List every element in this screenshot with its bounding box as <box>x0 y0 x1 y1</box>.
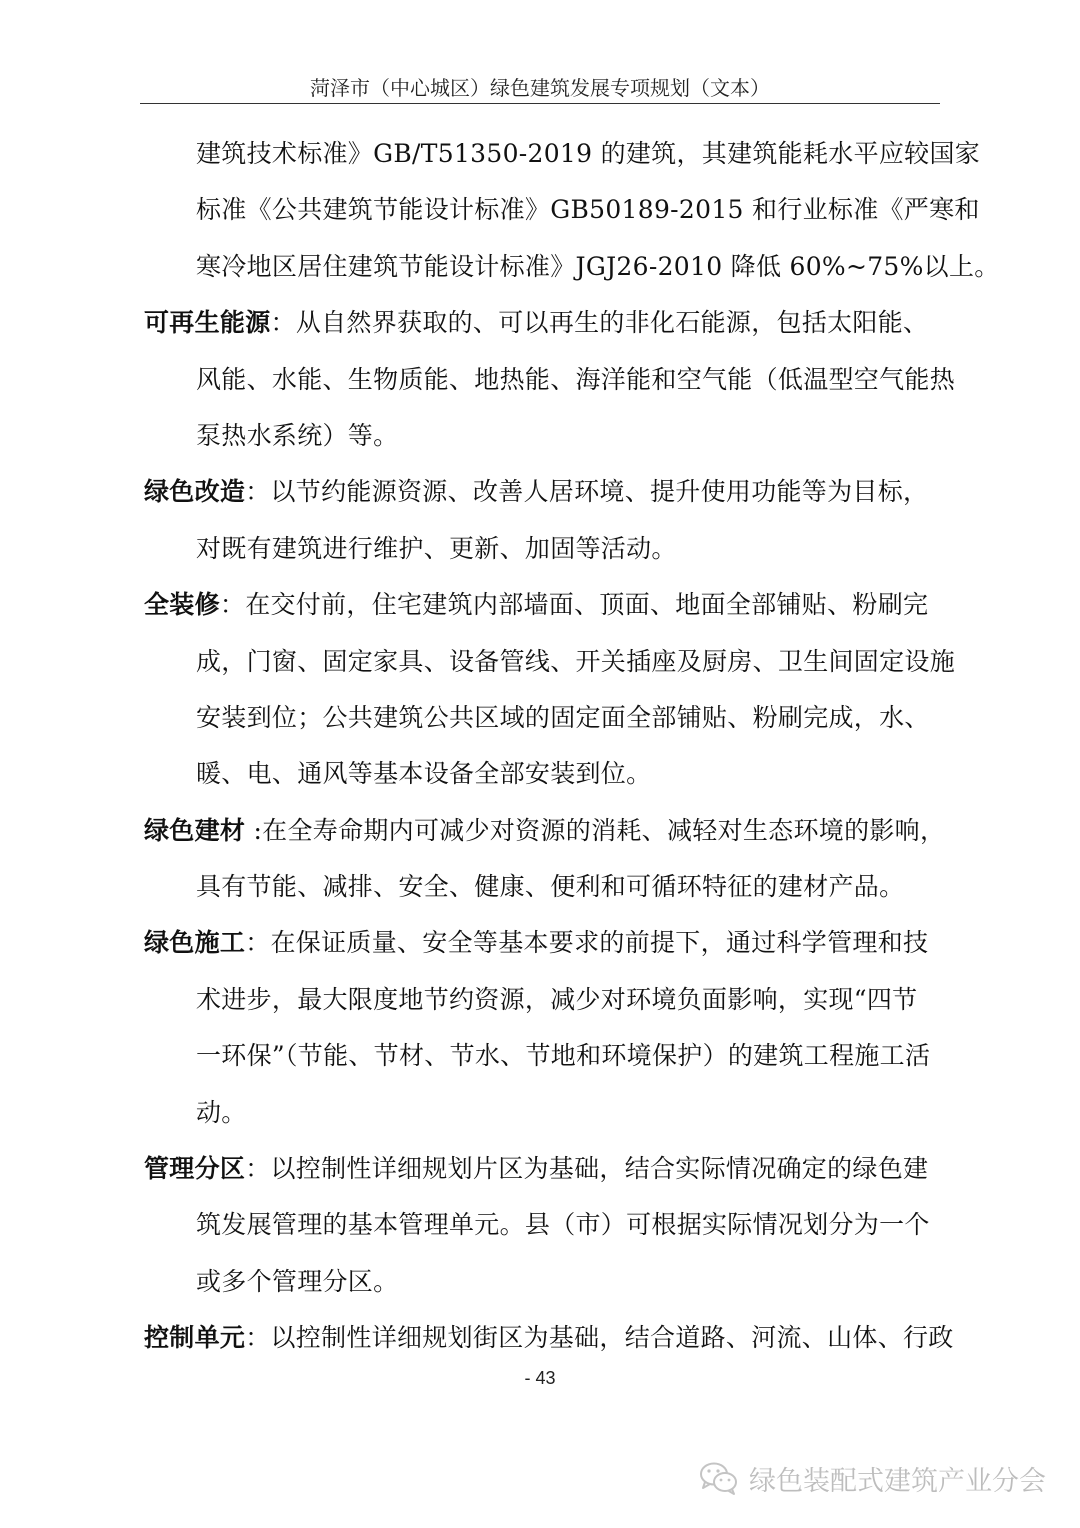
definition-term: 控制单元 <box>144 1323 246 1353</box>
watermark-text: 绿色装配式建筑产业分会 <box>749 1465 1046 1497</box>
text-line: 一环保”（节能、节材、节水、节地和环境保护）的建筑工程施工活 <box>196 1041 931 1071</box>
text-line: 泵热水系统）等。 <box>196 420 399 450</box>
definition-term: 绿色建材 <box>144 815 246 845</box>
definition-entry <box>144 577 944 633</box>
text-line: 术进步，最大限度地节约资源，减少对环境负面影响，实现“四节 <box>196 984 918 1014</box>
definition-text: :在全寿命期内可减少对资源的消耗、减轻对生态环境的影响， <box>245 815 946 845</box>
definition-term: 管理分区 <box>144 1154 246 1184</box>
page-header: 菏泽市（中心城区）绿色建筑发展专项规划（文本） <box>310 76 770 100</box>
definition-text: ：在保证质量、安全等基本要求的前提下，通过科学管理和技 <box>245 928 929 958</box>
header-divider <box>140 103 940 104</box>
text-line: 具有节能、减排、安全、健康、便利和可循环特征的建材产品。 <box>196 872 905 902</box>
definition-term: 可再生能源 <box>144 308 271 338</box>
definition-entry <box>144 1141 944 1197</box>
text-line: 风能、水能、生物质能、地热能、海洋能和空气能（低温型空气能热 <box>196 364 956 394</box>
text-line: 寒冷地区居住建筑节能设计标准》JGJ26-2010 降低 60%~75%以上。 <box>196 251 1000 281</box>
definition-text: ：以控制性详细规划街区为基础，结合道路、河流、山体、行政 <box>245 1323 954 1353</box>
text-line: 标准《公共建筑节能设计标准》GB50189-2015 和行业标准《严寒和 <box>196 195 980 225</box>
wechat-icon <box>699 1460 739 1496</box>
definition-term: 全装修 <box>144 590 220 620</box>
document-body <box>144 126 1000 1367</box>
definition-entry <box>144 1310 954 1366</box>
definition-term: 绿色施工 <box>144 928 246 958</box>
definition-entry <box>144 803 944 859</box>
definition-entry <box>144 295 944 351</box>
definition-text: ：从自然界获取的、可以再生的非化石能源，包括太阳能、 <box>270 308 929 338</box>
text-line: 暖、电、通风等基本设备全部安装到位。 <box>196 759 652 789</box>
definition-text: ：以控制性详细规划片区为基础，结合实际情况确定的绿色建 <box>245 1154 929 1184</box>
watermark <box>699 1452 1046 1504</box>
definition-text: ：以节约能源资源、改善人居环境、提升使用功能等为目标， <box>245 477 929 507</box>
text-line: 对既有建筑进行维护、更新、加固等活动。 <box>196 533 677 563</box>
definition-text: ：在交付前，住宅建筑内部墙面、顶面、地面全部铺贴、粉刷完 <box>219 590 929 620</box>
text-line: 或多个管理分区。 <box>196 1266 399 1296</box>
definition-term: 绿色改造 <box>144 477 246 507</box>
text-line: 建筑技术标准》GB/T51350-2019 的建筑，其建筑能耗水平应较国家 <box>196 139 981 168</box>
text-line: 筑发展管理的基本管理单元。县（市）可根据实际情况划分为一个 <box>196 1210 930 1240</box>
page-number: - 43 <box>524 1368 556 1388</box>
definition-entry <box>144 464 944 520</box>
text-line: 安装到位；公共建筑公共区域的固定面全部铺贴、粉刷完成，水、 <box>196 702 930 732</box>
definition-entry <box>144 915 944 971</box>
text-line: 成，门窗、固定家具、设备管线、开关插座及厨房、卫生间固定设施 <box>196 646 956 676</box>
text-line: 动。 <box>196 1097 247 1127</box>
